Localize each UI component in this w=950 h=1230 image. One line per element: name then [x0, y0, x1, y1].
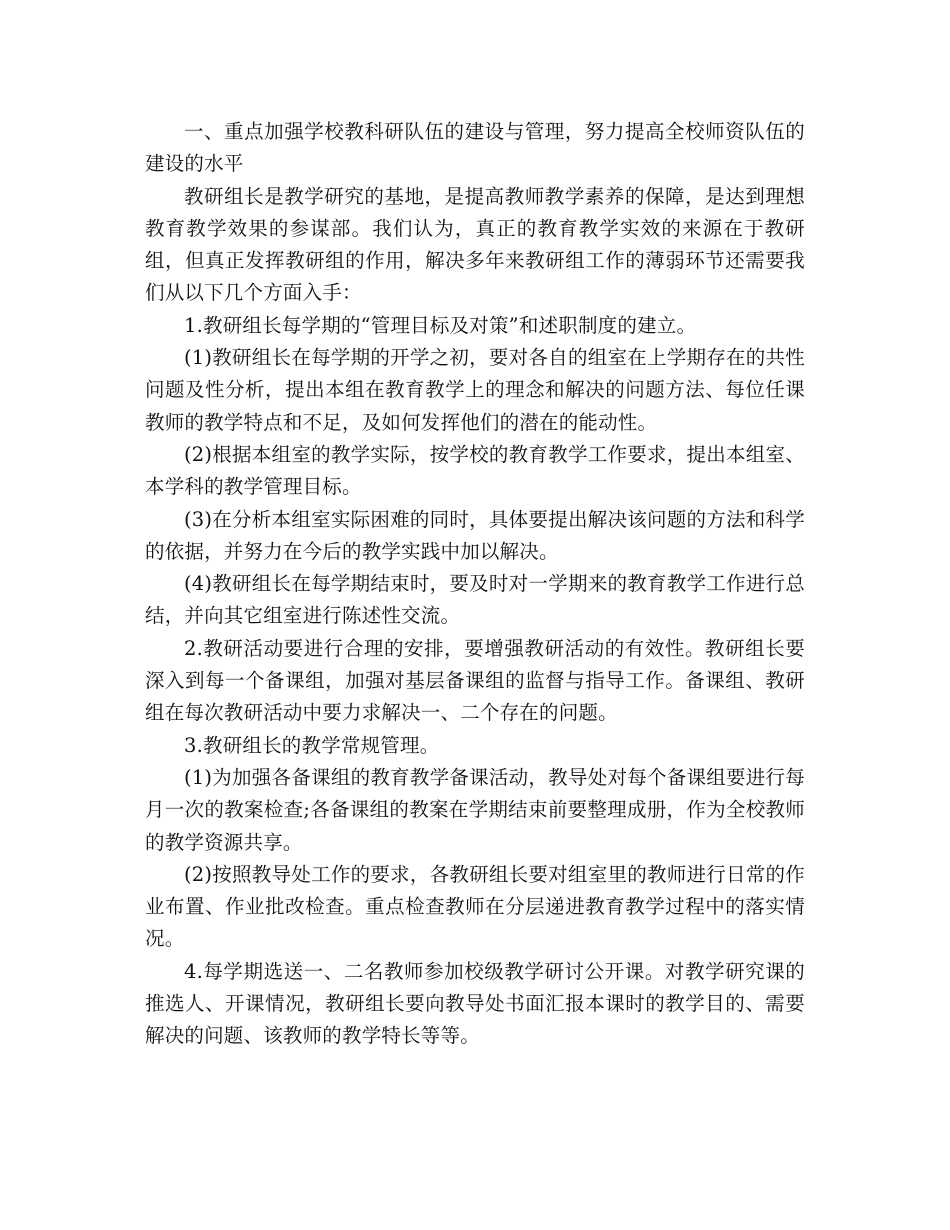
item-1-sub-3: (3)在分析本组室实际困难的同时，具体要提出解决该问题的方法和科学的依据，并努力在今后的教学实践中加以解决。	[145, 507, 805, 563]
section-heading: 一、重点加强学校教科研队伍的建设与管理，努力提高全校师资队伍的建设的水平	[145, 120, 805, 176]
item-4: 4.每学期选送一、二名教师参加校级教学研讨公开课。对教学研究课的推选人、开课情况，教研组长要向教导处书面汇报本课时的教学目的、需要解决的问题、该教师的教学特长等等。	[145, 959, 805, 1048]
paragraph-intro: 教研组长是教学研究的基地，是提高教师教学素养的保障，是达到理想教育教学效果的参谋部。我们认为，真正的教育教学实效的来源在于教研组，但真正发挥教研组的作用，解决多年来教研组工作的薄弱环节还需要我们从以下几个方面入手：	[145, 184, 805, 305]
item-1-heading: 1.教研组长每学期的“管理目标及对策”和述职制度的建立。	[184, 313, 697, 337]
document-body	[145, 116, 805, 1053]
item-3-sub-2: (2)按照教导处工作的要求，各教研组长要对组室里的教师进行日常的作业布置、作业批改检查。重点检查教师在分层递进教育教学过程中的落实情况。	[145, 862, 805, 951]
item-2: 2.教研活动要进行合理的安排，要增强教研活动的有效性。教研组长要深入到每一个备课组，加强对基层备课组的监督与指导工作。备课组、教研组在每次教研活动中要力求解决一、二个存在的问题。	[145, 636, 805, 725]
item-1-sub-4: (4)教研组长在每学期结束时，要及时对一学期来的教育教学工作进行总结，并向其它组室进行陈述性交流。	[145, 572, 805, 628]
item-1-sub-1: (1)教研组长在每学期的开学之初，要对各自的组室在上学期存在的共性问题及性分析，提出本组在教育教学上的理念和解决的问题方法、每位任课教师的教学特点和不足，及如何发挥他们的潜在的能动性。	[145, 346, 805, 434]
item-3-sub-1: (1)为加强各备课组的教育教学备课活动，教导处对每个备课组要进行每月一次的教案检查;各备课组的教案在学期结束前要整理成册，作为全校教师的教学资源共享。	[145, 765, 805, 854]
item-1-sub-2: (2)根据本组室的教学实际，按学校的教育教学工作要求，提出本组室、本学科的教学管理目标。	[145, 442, 805, 499]
item-3-heading: 3.教研组长的教学常规管理。	[184, 733, 440, 757]
